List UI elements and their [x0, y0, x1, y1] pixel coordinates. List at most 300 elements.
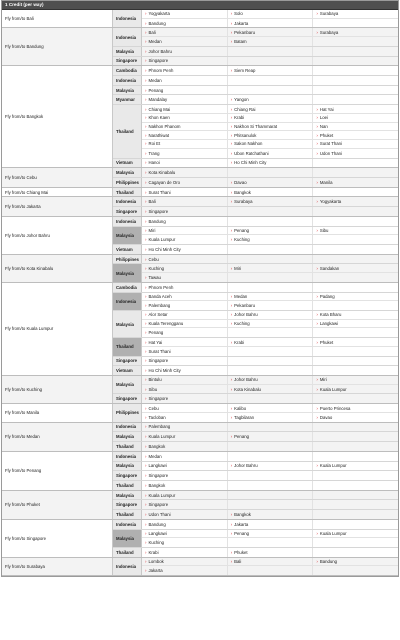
arrow-icon: ›	[145, 312, 147, 318]
destination-cell[interactable]	[142, 37, 228, 46]
destination-link[interactable]: Palembang	[148, 424, 171, 430]
destination-cell[interactable]	[313, 123, 398, 131]
destination-link[interactable]: Phnom Penh	[148, 284, 174, 290]
destination-link[interactable]: Sakon Nakhon	[234, 141, 263, 147]
destination-link[interactable]: Kuala Terengganu	[148, 321, 184, 327]
country-label: Cambodia	[113, 283, 142, 292]
destination-link[interactable]: Singapore	[148, 396, 169, 402]
table-row	[142, 491, 398, 500]
destination-cell[interactable]	[228, 149, 314, 158]
destination-link[interactable]: Surat Thani	[319, 141, 342, 147]
destination-cell[interactable]	[142, 168, 228, 177]
destination-link[interactable]: Jakarta	[148, 568, 163, 574]
destination-cell[interactable]	[142, 19, 228, 28]
country-label: Thailand	[113, 188, 142, 197]
country-block	[113, 159, 398, 168]
destination-link[interactable]: Davao	[319, 414, 333, 420]
destination-link[interactable]: Ho Chi Minh City	[148, 368, 181, 374]
destination-cell[interactable]	[228, 10, 314, 18]
destination-link[interactable]: Kuching	[148, 265, 165, 271]
destination-cell[interactable]	[142, 114, 228, 122]
destination-link[interactable]: Chiang Rai	[234, 106, 256, 112]
destination-cell[interactable]	[142, 76, 228, 85]
destination-cell[interactable]	[142, 105, 228, 113]
destination-cell[interactable]	[142, 283, 228, 292]
destination-cell[interactable]	[142, 481, 228, 490]
destination-cell[interactable]	[142, 197, 228, 206]
destination-link[interactable]: Bangkok	[148, 443, 166, 449]
destination-cell[interactable]	[228, 197, 314, 206]
destination-cell[interactable]	[228, 338, 314, 346]
destination-link[interactable]: Palembang	[148, 303, 171, 309]
destination-cell[interactable]	[228, 114, 314, 122]
country-label: Thailand	[113, 442, 142, 451]
destination-cell[interactable]	[313, 140, 398, 148]
destination-link[interactable]: Pekanbaru	[234, 29, 255, 35]
destination-link[interactable]: Ubon Ratchathani	[234, 150, 269, 156]
destination-cell[interactable]	[142, 462, 228, 471]
country-rows	[142, 338, 398, 355]
destination-link[interactable]: Khon Kaen	[148, 115, 170, 121]
destination-link[interactable]: Kuching	[234, 321, 250, 327]
destination-link[interactable]: Yangon	[234, 97, 249, 103]
destination-cell[interactable]	[142, 131, 228, 139]
country-block	[113, 481, 398, 490]
destination-cell[interactable]	[142, 520, 228, 529]
destination-link[interactable]: Surabaya	[234, 199, 253, 205]
destination-cell[interactable]	[313, 264, 398, 272]
arrow-icon: ›	[145, 199, 147, 205]
destination-link[interactable]: Sandakan	[319, 265, 340, 271]
destination-link[interactable]: Tagbilaran	[234, 414, 254, 420]
country-rows	[142, 264, 398, 281]
destination-cell[interactable]	[228, 123, 314, 131]
destination-link[interactable]: Bandung	[148, 20, 166, 26]
destination-cell[interactable]	[228, 66, 314, 75]
destination-cell[interactable]	[228, 159, 314, 168]
destination-link[interactable]: Hanoi	[148, 160, 160, 166]
destination-cell[interactable]	[142, 227, 228, 235]
table-row	[142, 338, 398, 347]
destination-cell[interactable]	[142, 338, 228, 346]
destination-link[interactable]: Sibu	[319, 227, 329, 233]
country-block	[113, 311, 398, 338]
destination-link[interactable]: Loei	[319, 115, 328, 121]
destination-link[interactable]: Padang	[319, 293, 335, 299]
arrow-icon: ›	[230, 312, 233, 318]
destination-link[interactable]: Singapore	[148, 208, 169, 214]
destination-link[interactable]: Phnom Penh	[148, 68, 174, 74]
destination-cell[interactable]	[228, 188, 314, 197]
destination-cell[interactable]	[313, 376, 398, 384]
destination-cell[interactable]	[142, 28, 228, 36]
destination-cell[interactable]	[142, 159, 228, 168]
destination-cell[interactable]	[228, 404, 314, 412]
country-block	[113, 548, 398, 557]
destination-cell[interactable]	[142, 530, 228, 538]
destination-cell[interactable]	[228, 376, 314, 384]
arrow-icon: ›	[145, 293, 147, 299]
destination-cell[interactable]	[142, 149, 228, 158]
destination-cell[interactable]	[228, 510, 314, 519]
destination-cell[interactable]	[313, 149, 398, 158]
destination-cell[interactable]	[142, 273, 228, 282]
destination-link[interactable]: Phitsanulok	[234, 132, 257, 138]
destination-cell[interactable]	[228, 178, 314, 187]
destination-link[interactable]: Miri	[319, 377, 327, 383]
table-row	[142, 28, 398, 37]
destination-cell[interactable]	[142, 500, 228, 509]
routes-table	[1, 0, 399, 577]
destination-cell[interactable]	[142, 311, 228, 319]
destination-cell[interactable]	[142, 140, 228, 148]
destination-link[interactable]: Bali	[148, 199, 156, 205]
country-block	[113, 76, 398, 86]
destination-cell[interactable]	[228, 264, 314, 272]
arrow-icon: ›	[145, 58, 147, 64]
destination-cell[interactable]	[142, 347, 228, 356]
destination-cell[interactable]	[228, 301, 314, 310]
route-group	[2, 452, 398, 491]
destination-link[interactable]: Narathiwat	[148, 132, 170, 138]
destination-link[interactable]: Miri	[148, 227, 156, 233]
destination-link[interactable]: Roi Et	[148, 141, 161, 147]
table-row	[142, 255, 398, 264]
route-group	[2, 283, 398, 376]
destination-cell[interactable]	[142, 301, 228, 310]
table-row	[142, 366, 398, 375]
destination-link[interactable]: Miri	[234, 265, 242, 271]
destination-link[interactable]: Ho Chi Minh City	[148, 246, 181, 252]
destination-link[interactable]: Singapore	[148, 358, 169, 364]
destination-cell[interactable]	[313, 558, 398, 566]
destination-link[interactable]: Kota Kinabalu	[148, 170, 176, 176]
destination-link[interactable]: Johor Bahru	[234, 377, 258, 383]
route-group	[2, 558, 398, 576]
destination-link[interactable]: Siem Reap	[234, 68, 256, 74]
destination-cell[interactable]	[142, 548, 228, 557]
table-header: 1 Credit (per way)	[2, 1, 398, 10]
destination-link[interactable]: Tacloban	[148, 414, 166, 420]
arrow-icon: ›	[230, 20, 233, 26]
destination-cell[interactable]	[228, 385, 314, 394]
destination-cell[interactable]	[228, 432, 314, 441]
arrow-icon: ›	[230, 463, 233, 469]
destination-link[interactable]: Udon Thani	[148, 511, 171, 517]
destination-link[interactable]: Krabi	[234, 115, 245, 121]
country-rows	[142, 376, 398, 393]
destination-cell[interactable]	[142, 491, 228, 500]
arrow-icon: ›	[230, 511, 233, 517]
table-row	[142, 264, 398, 273]
destination-cell[interactable]	[228, 140, 314, 148]
destination-cell	[228, 207, 314, 216]
destination-link[interactable]: Bali	[234, 559, 242, 565]
destination-link[interactable]: Medan	[234, 293, 248, 299]
destination-cell[interactable]	[228, 548, 314, 557]
destination-cell[interactable]	[142, 66, 228, 75]
destination-cell[interactable]	[142, 413, 228, 422]
destination-cell	[313, 328, 398, 337]
country-rows	[142, 510, 398, 519]
destination-link[interactable]: Trang	[148, 150, 160, 156]
destination-link[interactable]: Phuket	[234, 549, 248, 555]
destination-link[interactable]: Kota Kinabalu	[234, 386, 261, 392]
destination-link[interactable]: Singapore	[148, 502, 169, 508]
destination-link[interactable]: Surabaya	[319, 29, 339, 35]
destination-link[interactable]: Medan	[148, 453, 162, 459]
destination-cell[interactable]	[228, 235, 314, 244]
destination-cell[interactable]	[228, 105, 314, 113]
destination-cell[interactable]	[228, 37, 314, 46]
destination-link[interactable]: Ho Chi Minh City	[234, 160, 267, 166]
destination-cell[interactable]	[142, 235, 228, 244]
destination-link[interactable]: Bintulu	[148, 377, 162, 383]
destination-link[interactable]: Batam	[234, 39, 247, 45]
country-block	[113, 57, 398, 66]
destination-cell[interactable]	[313, 404, 398, 412]
destination-cell[interactable]	[142, 357, 228, 366]
destination-link[interactable]: Tawau	[148, 274, 161, 280]
destination-cell[interactable]	[228, 413, 314, 422]
destination-cell[interactable]	[142, 566, 228, 575]
destination-link[interactable]: Surabaya	[319, 11, 339, 17]
destination-cell[interactable]	[142, 471, 228, 480]
destination-link[interactable]: Penang	[148, 87, 164, 93]
destination-link[interactable]: Nan	[319, 123, 328, 129]
destination-cell[interactable]	[142, 188, 228, 197]
arrow-icon: ›	[145, 208, 147, 214]
arrow-icon: ›	[145, 348, 147, 354]
destination-cell[interactable]	[142, 423, 228, 432]
destination-link[interactable]: Johor Bahru	[234, 463, 258, 469]
destination-cell[interactable]	[313, 311, 398, 319]
destination-cell[interactable]	[313, 338, 398, 346]
destination-cell[interactable]	[228, 227, 314, 235]
destination-cell[interactable]	[313, 28, 398, 36]
destination-link[interactable]: Langkawi	[148, 463, 167, 469]
destination-link[interactable]: Bangkok	[148, 482, 166, 488]
table-row	[142, 320, 398, 329]
destination-cell[interactable]	[313, 530, 398, 538]
destination-link[interactable]: Kuala Lumpur	[148, 237, 176, 243]
country-label: Vietnam	[113, 245, 142, 254]
destination-link[interactable]: Langkawi	[148, 530, 167, 536]
destination-link[interactable]: Chiang Mai	[148, 106, 171, 112]
destination-link[interactable]: Langkawi	[319, 321, 338, 327]
destination-cell[interactable]	[313, 10, 398, 18]
destination-cell[interactable]	[142, 207, 228, 216]
destination-cell[interactable]	[313, 178, 398, 187]
destination-cell[interactable]	[313, 197, 398, 206]
destination-link[interactable]: Surat Thani	[148, 189, 171, 195]
destination-cell[interactable]	[228, 95, 314, 104]
destination-cell[interactable]	[142, 510, 228, 519]
destination-link[interactable]: Udon Thani	[319, 150, 342, 156]
destination-link[interactable]: Pekanbaru	[234, 303, 255, 309]
country-block	[113, 293, 398, 311]
destination-cell	[228, 452, 314, 461]
destination-link[interactable]: Bandung	[148, 521, 166, 527]
destination-cell[interactable]	[228, 462, 314, 471]
destination-link[interactable]: Kuala Lumpur	[319, 386, 347, 392]
destination-cell[interactable]	[142, 10, 228, 18]
destination-cell[interactable]	[313, 320, 398, 328]
destination-cell[interactable]	[142, 293, 228, 301]
destination-link[interactable]: Kota Bharu	[319, 312, 342, 318]
destination-cell[interactable]	[142, 442, 228, 451]
destination-link[interactable]: Penang	[234, 227, 249, 233]
destination-link[interactable]: Penang	[148, 330, 164, 336]
destination-link[interactable]: Sibu	[148, 386, 158, 392]
destination-link[interactable]: Nakhon Si Thammarat	[234, 123, 278, 129]
destination-cell	[313, 538, 398, 547]
destination-cell[interactable]	[228, 28, 314, 36]
destination-cell	[228, 491, 314, 500]
arrow-icon: ›	[316, 530, 318, 536]
destination-link[interactable]: Manila	[319, 179, 333, 185]
destination-cell[interactable]	[313, 114, 398, 122]
origin-label: Fly from/to Phuket	[2, 491, 113, 519]
destination-cell[interactable]	[142, 394, 228, 403]
destination-cell[interactable]	[142, 376, 228, 384]
country-rows	[142, 366, 398, 375]
destination-cell[interactable]	[142, 538, 228, 547]
destination-cell[interactable]	[313, 462, 398, 471]
destination-link[interactable]: Krabi	[148, 549, 159, 555]
destination-cell	[313, 481, 398, 490]
destination-link[interactable]: Jakarta	[234, 521, 249, 527]
destination-link[interactable]: Jakarta	[234, 20, 249, 26]
destination-cell[interactable]	[228, 520, 314, 529]
destination-cell[interactable]	[142, 452, 228, 461]
destination-link[interactable]: Kuching	[234, 237, 250, 243]
destination-link[interactable]: Mandalay	[148, 97, 168, 103]
destination-link[interactable]: Banda Aceh	[148, 293, 172, 299]
destination-cell[interactable]	[142, 385, 228, 394]
destination-link[interactable]: Cebu	[148, 405, 159, 411]
destination-link[interactable]: Alor Setar	[148, 312, 168, 318]
country-block	[113, 500, 398, 510]
destination-link[interactable]: Bandung	[148, 218, 166, 224]
origin-label: Fly from/to Bangkok	[2, 66, 113, 167]
destination-link[interactable]: Hat Yai	[148, 339, 163, 345]
destination-cell[interactable]	[313, 385, 398, 394]
destination-cell[interactable]	[142, 123, 228, 131]
destination-link[interactable]: Singapore	[148, 58, 169, 64]
destination-cell[interactable]	[142, 558, 228, 566]
destination-cell[interactable]	[228, 311, 314, 319]
destination-cell[interactable]	[142, 320, 228, 328]
destination-cell[interactable]	[142, 178, 228, 187]
destination-cell[interactable]	[142, 217, 228, 226]
destination-link[interactable]: Hat Yai	[319, 106, 334, 112]
country-rows	[142, 245, 398, 254]
destinations	[113, 491, 398, 519]
destination-link[interactable]: Nakhon Phanom	[148, 123, 181, 129]
arrow-icon: ›	[316, 377, 318, 383]
destination-link[interactable]: Phuket	[319, 339, 334, 345]
destination-cell	[228, 47, 314, 56]
destination-link[interactable]: Kuala Lumpur	[148, 492, 176, 498]
destination-link[interactable]: Krabi	[234, 339, 245, 345]
destination-cell	[313, 471, 398, 480]
destination-link[interactable]: Puerto Princesa	[319, 405, 351, 411]
destination-link[interactable]: Yogyakarta	[319, 199, 342, 205]
destination-cell[interactable]	[142, 328, 228, 337]
destination-link[interactable]: Bali	[148, 29, 156, 35]
destination-cell[interactable]	[142, 95, 228, 104]
destination-link[interactable]: Penang	[234, 530, 249, 536]
destination-link[interactable]: Phuket	[319, 132, 334, 138]
destination-link[interactable]: Penang	[234, 434, 249, 440]
destination-cell[interactable]	[142, 245, 228, 254]
destination-cell[interactable]	[228, 530, 314, 538]
destination-link[interactable]: Kuala Lumpur	[319, 463, 347, 469]
destination-link[interactable]: Lombok	[148, 559, 164, 565]
destination-cell[interactable]	[142, 432, 228, 441]
destination-cell[interactable]	[142, 86, 228, 95]
destination-link[interactable]: Kalibo	[234, 405, 247, 411]
destination-link[interactable]: Bangkok	[234, 189, 251, 195]
destination-cell[interactable]	[313, 293, 398, 301]
country-block	[113, 366, 398, 375]
country-rows	[142, 558, 398, 575]
destination-link[interactable]: Medan	[148, 77, 162, 83]
destination-link[interactable]: Kuala Lumpur	[319, 530, 347, 536]
country-label: Indonesia	[113, 520, 142, 529]
country-rows	[142, 178, 398, 187]
destination-link[interactable]: Kuching	[148, 540, 165, 546]
destination-cell[interactable]	[228, 320, 314, 328]
destination-cell[interactable]	[142, 47, 228, 56]
destination-link[interactable]: Cebu	[148, 256, 159, 262]
destination-cell[interactable]	[313, 227, 398, 235]
destination-cell[interactable]	[142, 57, 228, 66]
destination-link[interactable]: Davao	[234, 179, 247, 185]
destination-cell[interactable]	[142, 264, 228, 272]
destination-cell[interactable]	[142, 255, 228, 264]
destination-cell	[313, 423, 398, 432]
destination-link[interactable]: Singapore	[148, 473, 169, 479]
country-rows	[142, 530, 398, 547]
destination-cell[interactable]	[228, 19, 314, 28]
country-block	[113, 510, 398, 519]
destination-cell[interactable]	[313, 131, 398, 139]
destination-link[interactable]: Kuala Lumpur	[148, 434, 176, 440]
destination-cell[interactable]	[228, 131, 314, 139]
destination-cell[interactable]	[313, 105, 398, 113]
destination-link[interactable]: Medan	[148, 39, 162, 45]
destination-cell[interactable]	[142, 404, 228, 412]
arrow-icon: ›	[230, 549, 233, 555]
destination-link[interactable]: Johor Bahru	[234, 312, 258, 318]
destination-cell[interactable]	[228, 293, 314, 301]
destinations	[113, 423, 398, 451]
destination-link[interactable]: Cagayan de Oro	[148, 179, 181, 185]
table-row	[142, 520, 398, 529]
destination-cell[interactable]	[228, 558, 314, 566]
destination-link[interactable]: Surat Thani	[148, 348, 171, 354]
destination-link[interactable]: Solo	[234, 11, 243, 17]
destination-link[interactable]: Bandung	[319, 559, 338, 565]
country-label: Singapore	[113, 357, 142, 366]
destination-cell[interactable]	[313, 413, 398, 422]
destination-link[interactable]: Bangkok	[234, 511, 251, 517]
destination-link[interactable]: Johor Bahru	[148, 48, 172, 54]
destination-cell[interactable]	[142, 366, 228, 375]
destination-link[interactable]: Yogyakarta	[148, 11, 170, 17]
